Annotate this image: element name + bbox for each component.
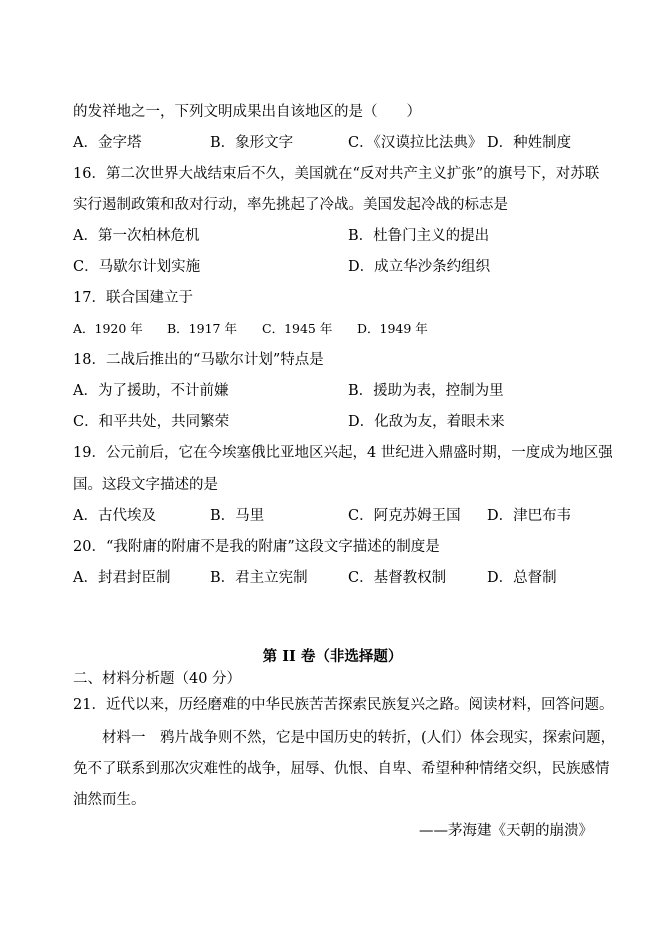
q18-stem: 18．二战后推出的“马歇尔计划”特点是: [73, 352, 324, 368]
q15-option-b: B．象形文字: [210, 135, 294, 151]
q16-option-c: C．马歇尔计划实施: [73, 259, 201, 275]
q16-option-b: B．杜鲁门主义的提出: [348, 228, 490, 244]
q16-option-d: D．成立华沙条约组织: [348, 259, 491, 275]
q20-option-c: C．基督教权制: [348, 570, 447, 586]
q16-stem-line2: 实行遏制政策和敌对行动，率先挑起了冷战。美国发起冷战的标志是: [73, 197, 508, 213]
q16-stem-line1: 16．第二次世界大战结束后不久，美国就在“反对共产主义扩张”的旗号下，对苏联: [73, 166, 600, 182]
q17-option-c: C．1945 年: [262, 321, 333, 336]
q20-option-b: B．君主立宪制: [210, 570, 308, 586]
q18-option-a: A．为了援助，不计前嫌: [73, 383, 229, 399]
q20-stem: 20．“我附庸的附庸不是我的附庸”这段文字描述的制度是: [73, 539, 440, 555]
q21-stem: 21．近代以来，历经磨难的中华民族苦苦探索民族复兴之路。阅读材料，回答问题。: [73, 697, 614, 713]
q16-option-a: A．第一次柏林危机: [73, 228, 200, 244]
q21-material-line2: 免不了联系到那次灾难性的战争，屈辱、仇恨、自卑、希望种种情绪交织，民族感情: [73, 761, 610, 777]
q15-option-c: C．《汉谟拉比法典》: [348, 135, 483, 151]
q18-option-c: C．和平共处，共同繁荣: [73, 414, 230, 430]
q18-option-d: D．化敌为友，着眼未来: [348, 414, 505, 430]
q19-option-b: B．马里: [210, 508, 265, 524]
q19-option-c: C．阿克苏姆王国: [348, 508, 461, 524]
q17-stem: 17．联合国建立于: [73, 290, 193, 306]
q18-option-b: B．援助为表，控制为里: [348, 383, 504, 399]
q21-material-source: ——茅海建《天朝的崩溃》: [419, 823, 593, 839]
q15-option-a: A．金字塔: [73, 135, 142, 151]
q19-option-a: A．古代埃及: [73, 508, 156, 524]
q15-stem: 的发祥地之一，下列文明成果出自该地区的是（ ）: [73, 104, 421, 120]
q21-material-line3: 油然而生。: [73, 792, 146, 808]
q21-material-line1: 材料一 鸦片战争则不然，它是中国历史的转折，(人们）体会现实，探索问题，: [102, 730, 616, 746]
q17-option-d: D．1949 年: [357, 321, 428, 336]
q17-option-b: B．1917 年: [167, 321, 237, 336]
q20-option-d: D．总督制: [487, 570, 557, 586]
part2-title: 第 II 卷（非选择题）: [262, 648, 403, 665]
q19-stem-line1: 19．公元前后，它在今埃塞俄比亚地区兴起，4 世纪进入鼎盛时期，一度成为地区强: [73, 445, 613, 461]
q19-stem-line2: 国。这段文字描述的是: [73, 477, 218, 493]
q15-option-d: D．种姓制度: [487, 135, 572, 151]
q20-option-a: A．封君封臣制: [73, 570, 171, 586]
part2-section-heading: 二、材料分析题（40 分）: [73, 671, 242, 687]
q19-option-d: D．津巴布韦: [487, 508, 572, 524]
q17-option-a: A．1920 年: [73, 321, 143, 336]
